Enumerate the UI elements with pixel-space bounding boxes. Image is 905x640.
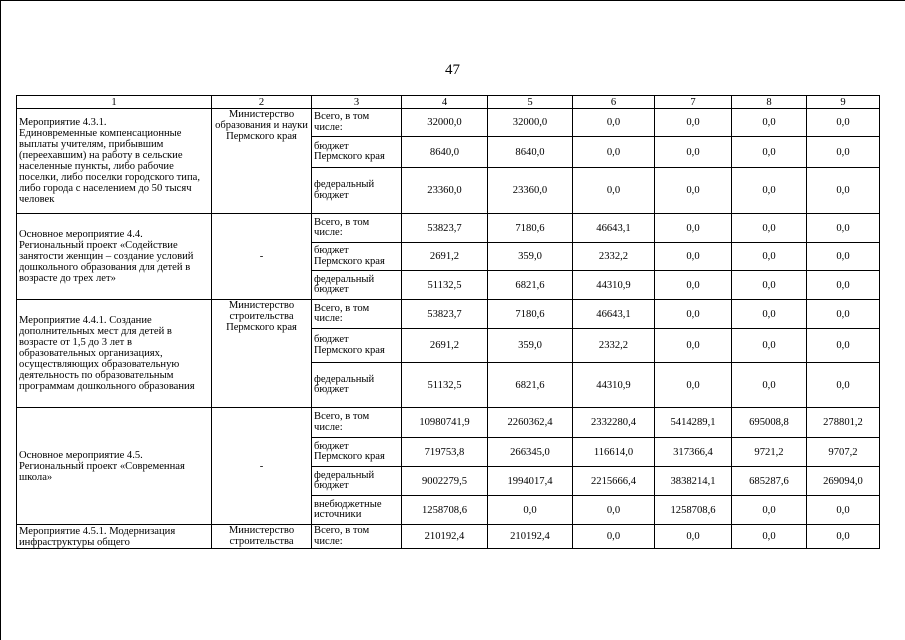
funding-source-cell: Всего, в том числе: bbox=[312, 300, 402, 329]
top-border-line bbox=[0, 0, 905, 1]
header-cell: 3 bbox=[312, 96, 402, 109]
amount-cell: 51132,5 bbox=[402, 363, 488, 408]
page-number: 47 bbox=[445, 62, 460, 78]
amount-cell: 0,0 bbox=[807, 109, 880, 137]
amount-cell: 317366,4 bbox=[655, 438, 732, 467]
amount-cell: 0,0 bbox=[807, 271, 880, 300]
amount-cell: 0,0 bbox=[655, 525, 732, 549]
amount-cell: 6821,6 bbox=[488, 363, 573, 408]
funding-source-cell: федеральный бюджет bbox=[312, 467, 402, 496]
amount-cell: 0,0 bbox=[573, 137, 655, 168]
responsible-org-cell: - bbox=[212, 408, 312, 525]
amount-cell: 0,0 bbox=[732, 271, 807, 300]
header-cell: 9 bbox=[807, 96, 880, 109]
amount-cell: 0,0 bbox=[732, 363, 807, 408]
amount-cell: 46643,1 bbox=[573, 214, 655, 243]
header-cell: 1 bbox=[17, 96, 212, 109]
amount-cell: 0,0 bbox=[807, 137, 880, 168]
funding-source-cell: внебюджетные источники bbox=[312, 496, 402, 525]
table-row bbox=[17, 408, 880, 438]
amount-cell: 0,0 bbox=[732, 243, 807, 271]
amount-cell: 0,0 bbox=[655, 137, 732, 168]
amount-cell: 0,0 bbox=[573, 496, 655, 525]
amount-cell: 0,0 bbox=[573, 109, 655, 137]
amount-cell: 3838214,1 bbox=[655, 467, 732, 496]
funding-source-cell: Всего, в том числе: bbox=[312, 214, 402, 243]
amount-cell: 0,0 bbox=[732, 168, 807, 214]
funding-source-cell: бюджет Пермского края bbox=[312, 329, 402, 363]
amount-cell: 44310,9 bbox=[573, 271, 655, 300]
amount-cell: 0,0 bbox=[732, 329, 807, 363]
amount-cell: 0,0 bbox=[732, 137, 807, 168]
amount-cell: 2215666,4 bbox=[573, 467, 655, 496]
amount-cell: 9707,2 bbox=[807, 438, 880, 467]
table-row bbox=[17, 300, 880, 329]
budget-table bbox=[16, 95, 880, 549]
amount-cell: 1258708,6 bbox=[402, 496, 488, 525]
amount-cell: 0,0 bbox=[807, 329, 880, 363]
left-border-line bbox=[0, 0, 1, 640]
amount-cell: 0,0 bbox=[655, 243, 732, 271]
amount-cell: 359,0 bbox=[488, 243, 573, 271]
activity-name-cell: Мероприятие 4.3.1. Единовременные компенсационные выплаты учителям, прибывшим (переехавшим) на работу в сельские населенные пункты, либо рабочие поселки, либо поселки городского типа, либо города с населением до 50 тысяч человек bbox=[17, 109, 212, 214]
amount-cell: 0,0 bbox=[732, 496, 807, 525]
amount-cell: 8640,0 bbox=[488, 137, 573, 168]
funding-source-cell: Всего, в том числе: bbox=[312, 525, 402, 549]
amount-cell: 0,0 bbox=[807, 168, 880, 214]
amount-cell: 9002279,5 bbox=[402, 467, 488, 496]
table-row bbox=[17, 214, 880, 243]
amount-cell: 359,0 bbox=[488, 329, 573, 363]
funding-source-cell: федеральный бюджет bbox=[312, 168, 402, 214]
amount-cell: 0,0 bbox=[655, 363, 732, 408]
amount-cell: 0,0 bbox=[655, 168, 732, 214]
header-cell: 8 bbox=[732, 96, 807, 109]
activity-name-cell: Основное мероприятие 4.5. Региональный проект «Современная школа» bbox=[17, 408, 212, 525]
amount-cell: 7180,6 bbox=[488, 300, 573, 329]
amount-cell: 8640,0 bbox=[402, 137, 488, 168]
amount-cell: 719753,8 bbox=[402, 438, 488, 467]
table-header-row bbox=[17, 96, 880, 109]
amount-cell: 210192,4 bbox=[402, 525, 488, 549]
amount-cell: 32000,0 bbox=[402, 109, 488, 137]
amount-cell: 0,0 bbox=[655, 109, 732, 137]
amount-cell: 53823,7 bbox=[402, 300, 488, 329]
activity-name-cell: Основное мероприятие 4.4. Региональный проект «Содействие занятости женщин – создание условий дошкольного образования для детей в возрасте до трех лет» bbox=[17, 214, 212, 300]
amount-cell: 1994017,4 bbox=[488, 467, 573, 496]
amount-cell: 0,0 bbox=[732, 525, 807, 549]
header-cell: 5 bbox=[488, 96, 573, 109]
amount-cell: 44310,9 bbox=[573, 363, 655, 408]
amount-cell: 0,0 bbox=[807, 363, 880, 408]
header-cell: 4 bbox=[402, 96, 488, 109]
amount-cell: 32000,0 bbox=[488, 109, 573, 137]
amount-cell: 0,0 bbox=[807, 496, 880, 525]
amount-cell: 0,0 bbox=[807, 300, 880, 329]
amount-cell: 23360,0 bbox=[402, 168, 488, 214]
header-cell: 7 bbox=[655, 96, 732, 109]
amount-cell: 9721,2 bbox=[732, 438, 807, 467]
table-row bbox=[17, 109, 880, 137]
amount-cell: 6821,6 bbox=[488, 271, 573, 300]
amount-cell: 0,0 bbox=[655, 300, 732, 329]
amount-cell: 1258708,6 bbox=[655, 496, 732, 525]
responsible-org-cell: Министерство строительства Пермского края bbox=[212, 300, 312, 408]
amount-cell: 269094,0 bbox=[807, 467, 880, 496]
activity-name-cell: Мероприятие 4.5.1. Модернизация инфраструктуры общего bbox=[17, 525, 212, 549]
amount-cell: 685287,6 bbox=[732, 467, 807, 496]
amount-cell: 7180,6 bbox=[488, 214, 573, 243]
table-body bbox=[17, 109, 880, 549]
amount-cell: 2260362,4 bbox=[488, 408, 573, 438]
amount-cell: 0,0 bbox=[732, 109, 807, 137]
amount-cell: 46643,1 bbox=[573, 300, 655, 329]
header-cell: 6 bbox=[573, 96, 655, 109]
amount-cell: 2332280,4 bbox=[573, 408, 655, 438]
amount-cell: 0,0 bbox=[732, 214, 807, 243]
responsible-org-cell: Министерство строительства bbox=[212, 525, 312, 549]
header-cell: 2 bbox=[212, 96, 312, 109]
funding-source-cell: бюджет Пермского края bbox=[312, 438, 402, 467]
amount-cell: 0,0 bbox=[655, 214, 732, 243]
amount-cell: 53823,7 bbox=[402, 214, 488, 243]
responsible-org-cell: - bbox=[212, 214, 312, 300]
amount-cell: 210192,4 bbox=[488, 525, 573, 549]
amount-cell: 0,0 bbox=[732, 300, 807, 329]
funding-source-cell: федеральный бюджет bbox=[312, 363, 402, 408]
amount-cell: 2332,2 bbox=[573, 243, 655, 271]
funding-source-cell: бюджет Пермского края bbox=[312, 243, 402, 271]
amount-cell: 116614,0 bbox=[573, 438, 655, 467]
funding-source-cell: Всего, в том числе: bbox=[312, 408, 402, 438]
amount-cell: 266345,0 bbox=[488, 438, 573, 467]
funding-source-cell: федеральный бюджет bbox=[312, 271, 402, 300]
amount-cell: 695008,8 bbox=[732, 408, 807, 438]
funding-source-cell: бюджет Пермского края bbox=[312, 137, 402, 168]
amount-cell: 0,0 bbox=[573, 525, 655, 549]
amount-cell: 2691,2 bbox=[402, 329, 488, 363]
amount-cell: 0,0 bbox=[488, 496, 573, 525]
amount-cell: 2332,2 bbox=[573, 329, 655, 363]
amount-cell: 0,0 bbox=[655, 329, 732, 363]
amount-cell: 0,0 bbox=[807, 243, 880, 271]
table-row bbox=[17, 525, 880, 549]
amount-cell: 0,0 bbox=[655, 271, 732, 300]
amount-cell: 0,0 bbox=[573, 168, 655, 214]
amount-cell: 23360,0 bbox=[488, 168, 573, 214]
amount-cell: 2691,2 bbox=[402, 243, 488, 271]
responsible-org-cell: Министерство образования и науки Пермского края bbox=[212, 109, 312, 214]
amount-cell: 278801,2 bbox=[807, 408, 880, 438]
amount-cell: 5414289,1 bbox=[655, 408, 732, 438]
amount-cell: 0,0 bbox=[807, 214, 880, 243]
amount-cell: 51132,5 bbox=[402, 271, 488, 300]
activity-name-cell: Мероприятие 4.4.1. Создание дополнительных мест для детей в возрасте от 1,5 до 3 лет в образовательных организациях, осуществляющих образовательную деятельность по образовательным программам дошкольного образования bbox=[17, 300, 212, 408]
amount-cell: 0,0 bbox=[807, 525, 880, 549]
funding-source-cell: Всего, в том числе: bbox=[312, 109, 402, 137]
amount-cell: 10980741,9 bbox=[402, 408, 488, 438]
